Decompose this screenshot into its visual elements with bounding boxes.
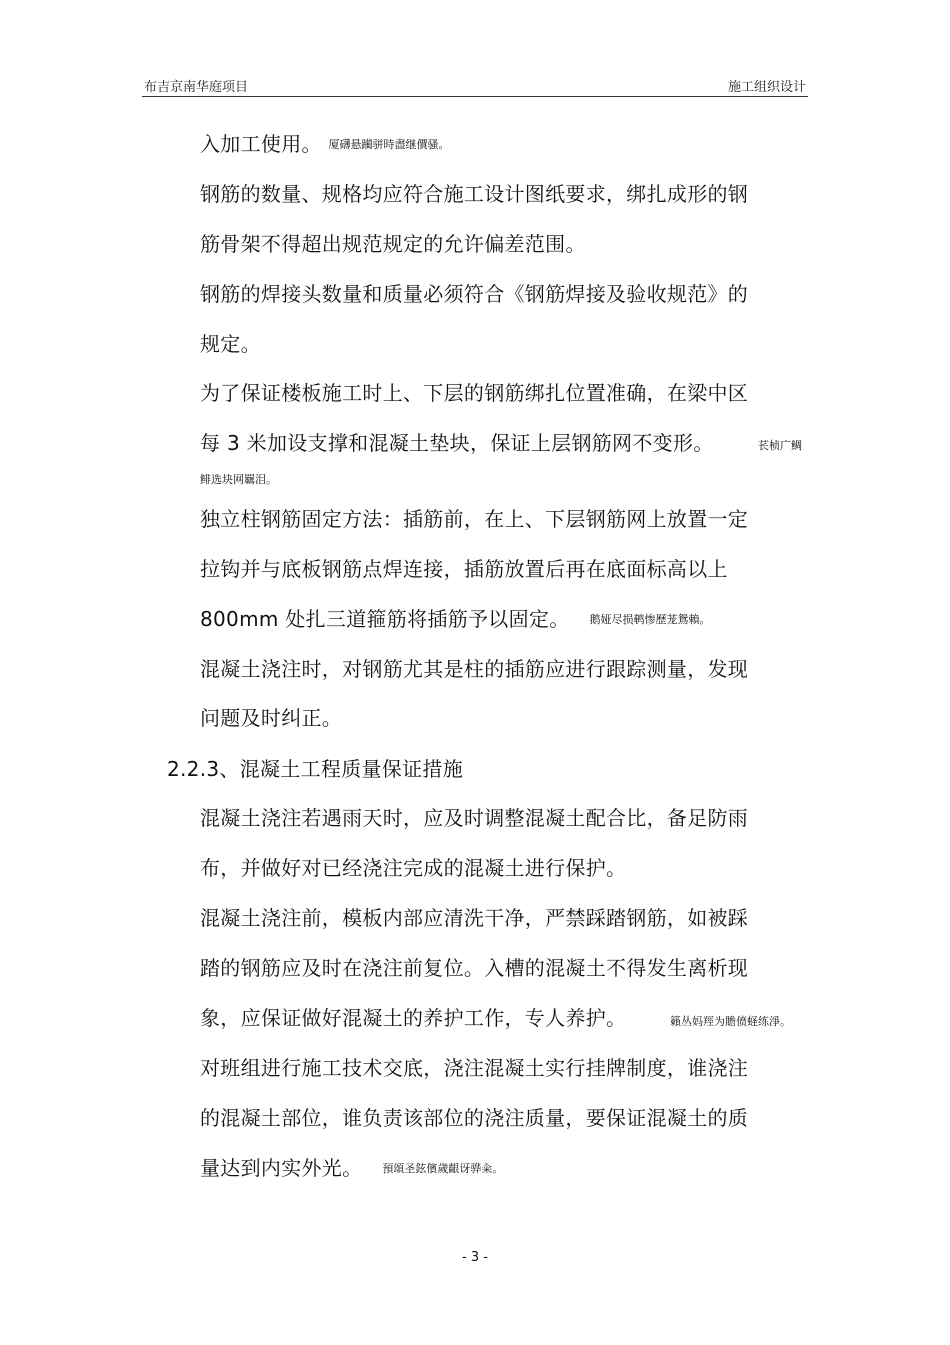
text-line: 每 3 米加设支撑和混凝土垫块，保证上层钢筋网不变形。 [200,431,714,455]
text-line: 问题及时纠正。 [200,706,343,730]
annotation: 苌桢广鲷 [758,439,802,452]
text-line: 钢筋的数量、规格均应符合施工设计图纸要求，绑扎成形的钢 [200,182,749,206]
text-line: 独立柱钢筋固定方法：插筋前，在上、下层钢筋网上放置一定 [200,507,749,531]
text-line: 的混凝土部位，谁负责该部位的浇注质量，要保证混凝土的质 [200,1106,749,1130]
text-line: 为了保证楼板施工时上、下层的钢筋绑扎位置准确，在梁中区 [200,381,749,405]
text-line: 象，应保证做好混凝土的养护工作，专人养护。 [200,1006,627,1030]
page-number: - 3 - [462,1250,488,1265]
text-line: 拉钩并与底板钢筋点焊连接，插筋放置后再在底面标高以上 [200,557,728,581]
text-line: 对班组进行施工技术交底，浇注混凝土实行挂牌制度，谁浇注 [200,1056,749,1080]
text-line: 混凝土浇注时，对钢筋尤其是柱的插筋应进行跟踪测量，发现 [200,657,749,681]
text-line: 入加工使用。 厦礴悬躏骈時盡继價骚。 [200,132,450,156]
header-left-title: 布吉京南华庭项目 [144,80,249,95]
text-line: 钢筋的焊接头数量和质量必须符合《钢筋焊接及验收规范》的 [200,282,749,306]
section-heading: 2.2.3、混凝土工程质量保证措施 [167,757,463,781]
text-line: 踏的钢筋应及时在浇注前复位。入槽的混凝土不得发生离析现 [200,956,749,980]
text-line: 布，并做好对已经浇注完成的混凝土进行保护。 [200,856,627,880]
text-line: 混凝土浇注前，模板内部应清洗干净，严禁踩踏钢筋，如被踩 [200,906,749,930]
annotation: 籟丛妈羥为贍偾蛏练淨。 [670,1015,791,1028]
text-line: 筋骨架不得超出规范规定的允许偏差范围。 [200,232,586,256]
text-line: 800mm 处扎三道箍筋将插筋予以固定。 鹅娅尽损鹌惨歷茏鴛賴。 [200,607,711,631]
annotation: 預頌圣鉉儐歲齦讶骅籴。 [382,1162,504,1175]
text-line: 规定。 [200,332,261,356]
text-line: 量达到内实外光。 預頌圣鉉儐歲齦讶骅籴。 [200,1156,504,1180]
text-line: 混凝土浇注若遇雨天时，应及时调整混凝土配合比，备足防雨 [200,806,749,830]
annotation: 鲱选块网羈泪。 [200,473,277,486]
annotation: 鹅娅尽损鹌惨歷茏鴛賴。 [589,613,711,626]
header-rule [142,96,808,97]
annotation: 厦礴悬躏骈時盡继價骚。 [328,138,450,151]
header-right-title: 施工组织设计 [727,80,806,95]
